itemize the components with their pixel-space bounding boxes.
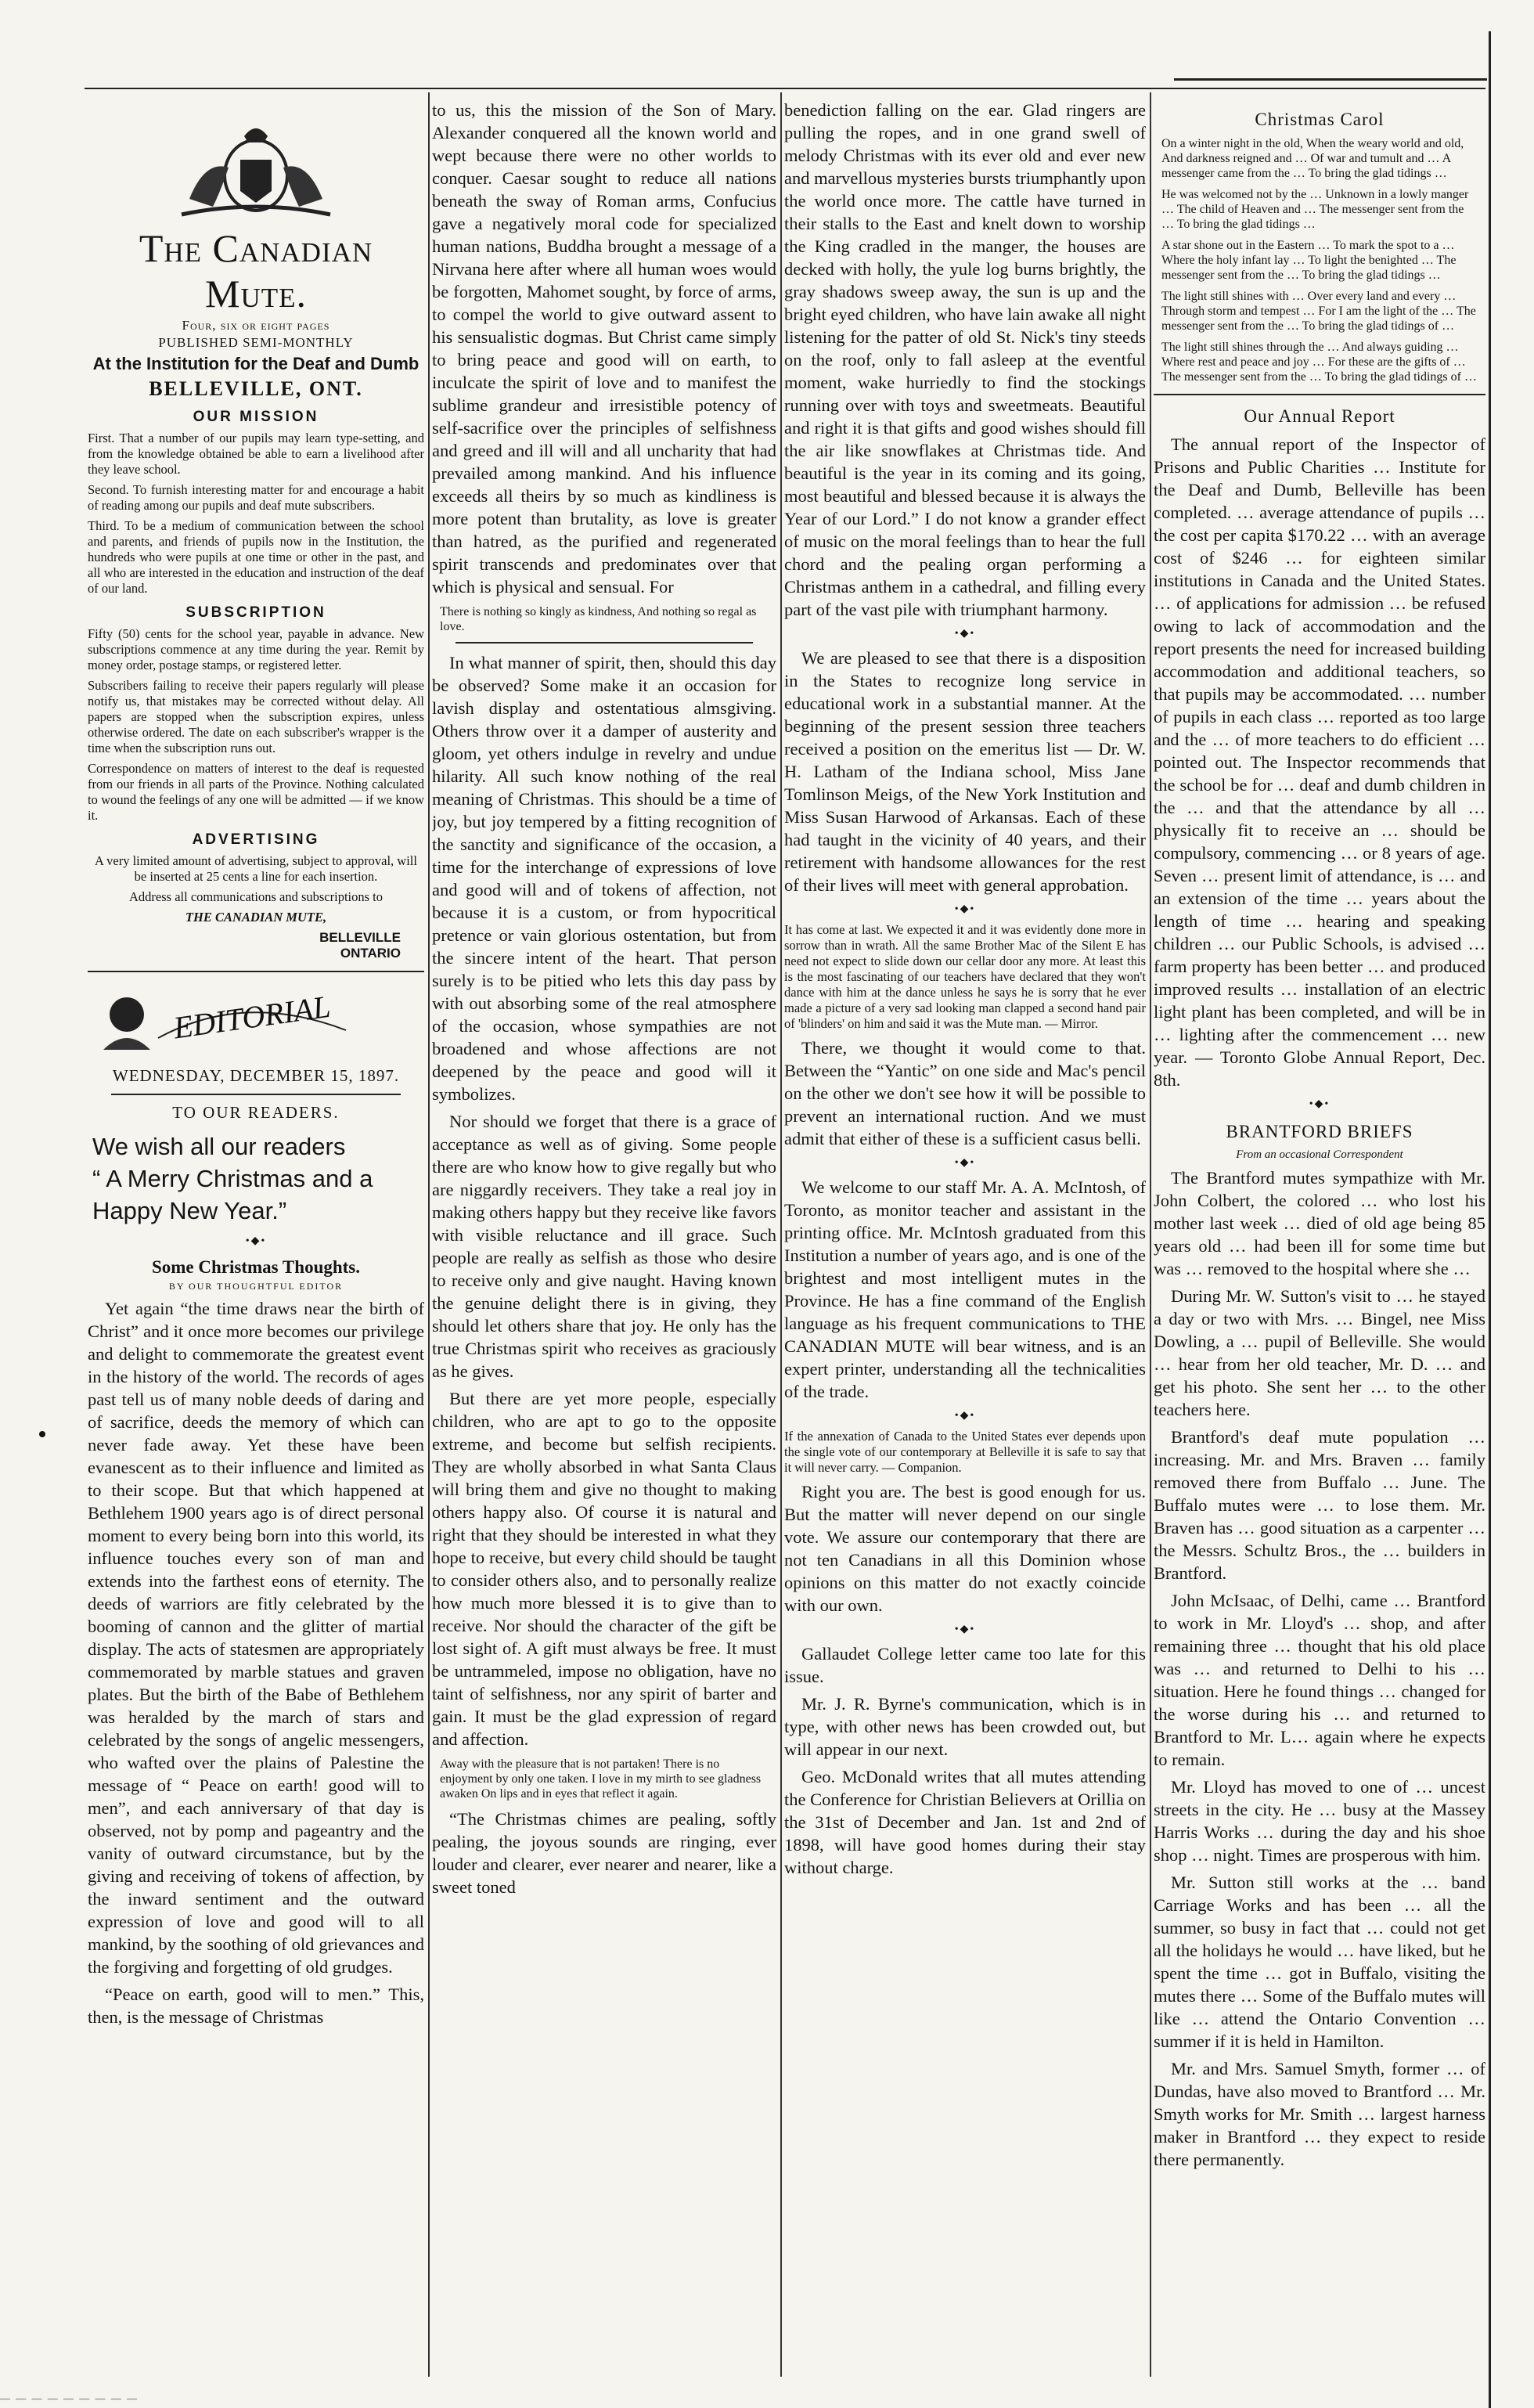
section-rule xyxy=(88,971,424,972)
christmas-greeting xyxy=(92,1130,424,1227)
divider: •◆• xyxy=(954,628,976,640)
column-4 xyxy=(1154,99,1485,2175)
report-text: The annual report of the Inspector of Prisons and Public Charities … Institute for the Deaf and Dumb, Belleville has been completed. … average attendance of pupils … the cost per capita $170.22 … with an average cost of $246 … for eighteen similar institutions in Canada and the United States. … of applications for admission … be refused owing to lack of accommodation and the report presents the need for increased building accommodation and additional teachers, so that pupils may be accommodated. … number of pupils in each class … reported as too large and the … of more teachers to do efficient … pointed out. The Inspector recommends that the school be for … deaf and dumb children in the … and that the attendance by all … physically fit to receive an … should be compulsory, commencing … or 8 years of age. Seven … present limit of attendance, is … and an extension of the time … years about the length of time … hearing and speaking children … our Public Schools, is advised … farm property has been better … and produced improved results … installation of an electric light plant has been completed, and will be in … lighting after the commencement … new year. — Toronto Globe Annual Report, Dec. 8th. xyxy=(1154,434,1485,1090)
carol-stanza: On a winter night in the old, When the weary world and old, And darkness reigned and … Of war and tumult and … A messenger came from the … To bring the glad tidings … xyxy=(1161,137,1464,180)
quoted-item: It has come at last. We expected it and it was evidently done more in sorrow than in wrath. All the same Brother Mac of the Silent E has need not expect to slide down our cellar door any more. At least this is the most fascinating of our teachers have declared that they won't dance with him at the dance unless he says he is sorry that he ever made a picture of a very sad looking man clapped a second hand pair of 'blinders' on him and said it was the Mute man. — Mirror. xyxy=(784,922,1146,1031)
editorial-banner xyxy=(88,983,416,1054)
article-paragraph: We welcome to our staff Mr. A. A. McIntosh, of Toronto, as monitor teacher and assistant in the printing office. Mr. McIntosh graduated from this Institution a number of years ago, and is one of the brightest and most intelligent mutes in the Province. He has a fine command of the English language as his frequent communications to THE CANADIAN MUTE will bear witness, and is an expert printer, understanding all the technicalities of the trade. xyxy=(784,1177,1146,1401)
mission-item: Second. To furnish interesting matter for and encourage a habit of reading among our pupils and deaf mute subscribers. xyxy=(88,482,424,513)
brantford-paragraph: Mr. Sutton still works at the … band Carriage Works and has been … all the summer, so busy in fact that … could not get all the holidays he would … have liked, but he spent the time … got in Buffalo, visiting the mutes there … Some of the Buffalo mutes will like … attend the Ontario Convention … summer if it is held in Hamilton. xyxy=(1154,1873,1485,2051)
brantford-byline: From an occasional Correspondent xyxy=(1236,1148,1403,1161)
right-edge-rule xyxy=(1489,31,1491,2408)
article-paragraph: In what manner of spirit, then, should this day be observed? Some make it an occasion for lavish display and ostentatious almsgiving. Others throw over it a damper of austerity and gloom, yet others indulge in revelry and undue hilarity. All such know nothing of the real meaning of Christmas. This should be a time of joy, but joy tempered by a fitting recognition of the sanctity and significance of the occasion, a time for the interchange of expressions of love and good will and of tokens of affection, not because it is a custom, or from hypocritical pretence or vain glorious ostentation, but from the sincere intent of the heart. That person surely is to be pitied who lets this day pass by with out absorbing some of the real atmosphere of the occasion, whose sympathies are not broadened and whose affections are not deepened by the peace and good will it symbolizes. xyxy=(432,653,776,1104)
column-2 xyxy=(432,99,776,1903)
divider: •◆• xyxy=(954,1410,976,1422)
margin-dot xyxy=(39,1431,45,1437)
divider: •◆• xyxy=(954,1624,976,1635)
mission-item: First. That a number of our pupils may learn type-setting, and from the knowledge obtained be able to earn a livelihood after they leave school. xyxy=(88,431,424,477)
advertising-heading: ADVERTISING xyxy=(192,831,320,848)
address-name: THE CANADIAN MUTE, xyxy=(185,910,327,925)
column-3 xyxy=(784,99,1146,1884)
carol-stanza: He was welcomed not by the … Unknown in a lowly manger … The child of Heaven and … The messenger sent from the … To bring the glad tidings … xyxy=(1161,188,1469,231)
subscription-paragraph: Correspondence on matters of interest to the deaf is requested from our friends in all parts of the Province. Nothing calculated to wound the feelings of any one will be admitted — if we know it. xyxy=(88,761,424,823)
article-paragraph: Mr. J. R. Byrne's communication, which is in type, with other news has been crowded out, but will appear in our next. xyxy=(784,1694,1146,1759)
carol-stanza: The light still shines through the … And always guiding … Where rest and peace and joy … For these are the gifts of … The messenger sent from the … To bring the glad tidings of … xyxy=(1161,341,1477,384)
article-title: Some Christmas Thoughts. xyxy=(151,1257,361,1277)
brantford-paragraph: Brantford's deaf mute population … increasing. Mr. and Mrs. Braven … family removed there from Buffalo … June. The Buffalo mutes were … to lose them. Mr. Braven has … good situation as a carpenter … the Messrs. Schultz Bros., the … builders in Brantford. xyxy=(1154,1427,1485,1583)
divider: •◆• xyxy=(1309,1098,1331,1110)
carol-stanza: The light still shines with … Over every land and every … Through storm and tempest … For I am the light of the … The messenger sent from the … To bring the glad tidings of … xyxy=(1161,290,1476,333)
to-readers-heading: TO OUR READERS. xyxy=(172,1103,340,1122)
footer-mark: — — — — — — — — — xyxy=(0,2392,139,2404)
address-note: Address all communications and subscriptions to xyxy=(129,889,383,904)
report-title: Our Annual Report xyxy=(1244,406,1395,426)
subscription-heading: SUBSCRIPTION xyxy=(185,604,326,621)
editorial-dateline: WEDNESDAY, DECEMBER 15, 1897. xyxy=(112,1066,400,1085)
brantford-title: BRANTFORD BRIEFS xyxy=(1226,1122,1413,1141)
article-paragraph: We are pleased to see that there is a disposition in the States to recognize long service in educational work in a substantial manner. At the beginning of the present session three teachers received a position on the emeritus list — Dr. W. H. Latham of the Indiana school, Miss Jane Tomlinson Meigs, of the New York Institution and Miss Susan Harwood of Arkansas. Each of these had taught in the vicinity of 40 years, and their retirement with handsome allowances for the rest of their lives will meet with general approbation. xyxy=(784,648,1146,895)
article-byline: BY OUR THOUGHTFUL EDITOR xyxy=(168,1281,344,1292)
verse-quote: There is nothing so kingly as kindness, And nothing so regal as love. xyxy=(440,605,757,633)
paper-title: The Canadian Mute. xyxy=(139,226,373,315)
article-paragraph: “Peace on earth, good will to men.” This, then, is the message of Christmas xyxy=(88,1984,424,2027)
divider: •◆• xyxy=(245,1235,267,1247)
verse-quote: Away with the pleasure that is not partaken! There is no enjoyment by only one taken. I love in my mirth to see gladness awaken On lips and in eyes that reflect it again. xyxy=(440,1757,762,1801)
divider: •◆• xyxy=(954,1157,976,1169)
mission-heading: OUR MISSION xyxy=(193,409,319,425)
pages-line: Four, six or eight pages xyxy=(182,318,330,333)
article-paragraph: to us, this the mission of the Son of Mary. Alexander conquered all the known world and wept because there were no other worlds to conquer. Caesar sought to reduce all nations beneath the sway of Roman arms, Confucius gave a negatively moral code for specialized human nations, Buddha brought a message of a Nirvana here after where all human woes would be forgotten, Mahomet sought, by force of arms, to compel the world to give outward assent to his sensualistic dogmas. But Christ came simply to bring peace and good will on earth, to inculcate the spirit of love and to manifest the sublime grandeur and irresistible potency of self-sacrifice over the principles of selfishness and greed and ill will and all uncharity that had prevailed among mankind. And his influence exceeds all theirs by so much as kindliness is more potent than brutality, as love is greater than hatred, as the purified and regenerated spirit transcends and predominates over that which is physical and sensual. For xyxy=(432,100,776,597)
column-1 xyxy=(88,99,424,2033)
brantford-paragraph: Mr. and Mrs. Samuel Smyth, former … of Dundas, have also moved to Brantford … Mr. Smyth works for Mr. Smith … largest harness maker in Brantford … they expect to reside there permanently. xyxy=(1154,2059,1485,2169)
article-paragraph: Nor should we forget that there is a grace of acceptance as well as of giving. Some people there are who know how to give regally but who are niggardly receivers. They take a real joy in making others happy but they receive like favors with visible reluctance and ill grace. Such people are really as selfish as those who desire to receive only and give naught. Having known the genuine delight there is in giving, they should let others share that joy. He only has the true Christmas spirit who receives as graciously as he gives. xyxy=(432,1112,776,1381)
brantford-paragraph: During Mr. W. Sutton's visit to … he stayed a day or two with Mrs. … Bingel, nee Miss Dowling, a … pupil of Belleville. She would … hear from her old teacher, Mr. D. … and get his photo. She sent her … to the other teachers here. xyxy=(1154,1286,1485,1419)
article-paragraph: benediction falling on the ear. Glad ringers are pulling the ropes, and in one grand swell of melody Christmas with its ever old and ever new and marvellous mysteries bursts triumphantly upon the world once more. The cattle have turned in their stalls to the East and knelt down to worship the King cradled in the manger, the houses are decked with holly, the yule log burns brightly, the gray shadows sweep away, the sun is up and the bright eyed children, who have lain awake all night listening for the patter of old St. Nick's tiny steeds on the roof, only to fall asleep at the eventful moment, wake hurriedly to find the stockings running over with toys and sweetmeats. Beautiful and right it is that gifts and good wishes should fill the air like snowflakes at Christmas tide. And beautiful is the year in its coming and its going, most beautiful and blessed because it is always the Year of our Lord.” I do not know a grander effect of music on the moral feelings than to hear the full chord and the pealing organ performing a Christmas anthem in a cathedral, and filling every part of the vast pile with triumphant harmony. xyxy=(784,100,1146,619)
article-paragraph: Right you are. The best is good enough for us. But the matter will never depend on our single vote. We assure our contemporary that there are not ten Canadians in all this Dominion whose opinions on this matter do not exactly coincide with our own. xyxy=(784,1482,1146,1615)
brantford-paragraph: Mr. Lloyd has moved to one of … uncest streets in the city. He … busy at the Massey Harris Works … during the day and his shoe shop … night. Times are prosperous with him. xyxy=(1154,1777,1485,1865)
greeting-line: Happy New Year.” xyxy=(92,1197,287,1224)
quoted-item: If the annexation of Canada to the United States ever depends upon the single vote of our contemporary at Belleville it is safe to say that it will never carry. — Companion. xyxy=(784,1429,1146,1475)
top-right-rule xyxy=(1174,78,1487,81)
advertising-text: A very limited amount of advertising, subject to approval, will be inserted at 25 cents a line for each insertion. xyxy=(95,853,417,884)
institution-line: At the Institution for the Deaf and Dumb xyxy=(92,354,420,373)
greeting-line: “ A Merry Christmas and a xyxy=(92,1165,373,1192)
published-line: PUBLISHED SEMI-MONTHLY xyxy=(158,335,354,350)
address-city: BELLEVILLE xyxy=(319,930,401,945)
section-rule xyxy=(1154,394,1485,395)
royal-arms-logo xyxy=(166,113,346,222)
mission-item: Third. To be a medium of communication between the school and parents, and friends of pupils now in the Institution, the hundreds who were pupils at one time or other in the past, and all who are interested in the education and instruction of the deaf of our land. xyxy=(88,518,424,596)
editorial-banner-text: EDITORIAL xyxy=(171,988,333,1046)
column-rule-2 xyxy=(780,92,782,2377)
article-paragraph: Yet again “the time draws near the birth of Christ” and it once more becomes our privilege and delight to commemorate the greatest event in the history of the world. The records of ages past tell us of many noble deeds of daring and of sacrifice, deeds the memory of which can never fade away. Yet these have been evanescent as to their influence and limited as to their scope. But that which happened at Bethlehem 1900 years ago is of direct personal moment to every being born into this world, its influence touches every son of man and extends into the farthest eons of eternity. The deeds of warriors are fitly celebrated by the booming of cannon and the glitter of martial display. The acts of statesmen are appropriately commemorated by marble statues and graven plates. But the birth of the Babe of Bethlehem was heralded by the march of stars and celebrated by the songs of angelic messengers, who wafted over the plains of Palestine the message of “ Peace on earth! good will to men”, and each anniversary of that day is observed, not by pomp and pageantry and the vanity of outward circumstance, but by the giving and receiving of tokens of affection, by the inward sentiment and the outward expression of love and good will to all mankind, by the soothing of old grievances and the forgiving and forgetting of old grudges. xyxy=(88,1299,424,1977)
carol-title: Christmas Carol xyxy=(1255,110,1385,129)
brantford-paragraph: The Brantford mutes sympathize with Mr. John Colbert, the colored … who lost his mother last week … died of old age being 85 years old … had been ill for some time but was … removed to the hospital where she … xyxy=(1154,1168,1485,1278)
article-paragraph: “The Christmas chimes are pealing, softly pealing, the joyous sounds are ringing, ever louder and clearer, ever nearer and nearer, like a sweet toned xyxy=(432,1809,776,1897)
article-paragraph: There, we thought it would come to that. Between the “Yantic” on one side and Mac's pencil on the other we don't see how it will be possible to prevent an international ruction. And we must admit that either of these is a sufficient casus belli. xyxy=(784,1038,1146,1148)
dateline-rule xyxy=(111,1094,401,1095)
greeting-line: We wish all our readers xyxy=(92,1133,346,1160)
address-province: ONTARIO xyxy=(340,946,401,961)
top-rule xyxy=(85,88,1485,89)
article-paragraph: Geo. McDonald writes that all mutes attending the Conference for Christian Believers at Orillia on the 31st of December and Jan. 1st and 2nd of 1898, will have good homes during their stay without charge. xyxy=(784,1767,1146,1877)
article-paragraph: Gallaudet College letter came too late for this issue. xyxy=(784,1644,1146,1686)
column-rule-3 xyxy=(1150,92,1151,2377)
article-paragraph: But there are yet more people, especially children, who are apt to go to the opposite extreme, and become but selfish recipients. They are wholly absorbed in what Santa Claus will bring them and give no thought to making others happy also. Of course it is natural and right that they should be interested in what they hope to receive, but every child should be taught to consider others also, and to personally realize how much more blessed it is to give than to receive. Nor should the character of the gift be lost sight of. A gift must always be free. It must be untrammeled, impose no obligation, have no taint of selfishness, nor any spirit of barter and gain. It must be the glad expression of regard and affection. xyxy=(432,1389,776,1749)
carol-stanza: A star shone out in the Eastern … To mark the spot to a … Where the holy infant lay … To light the benighted … The messenger sent from the … To bring the glad tidings … xyxy=(1161,239,1457,282)
section-rule xyxy=(456,642,753,643)
divider: •◆• xyxy=(954,903,976,915)
brantford-paragraph: John McIsaac, of Delhi, came … Brantford to work in Mr. Lloyd's … shop, and after remaining three … thought that his old place was … and returned to Delhi to his … situation. Here he found things … changed for the worse during his … and returned to Brantford to Mr. L… again where he expects to remain. xyxy=(1154,1591,1485,1769)
column-rule-1 xyxy=(428,92,430,2377)
subscription-paragraph: Subscribers failing to receive their papers regularly will please notify us, that mistakes may be corrected without delay. All papers are stopped when the subscription expires, unless otherwise ordered. The date on each subscriber's wrapper is the time when the subscription runs out. xyxy=(88,678,424,755)
subscription-paragraph: Fifty (50) cents for the school year, payable in advance. New subscriptions commence at any time during the year. Remit by money order, postage stamps, or registered letter. xyxy=(88,626,424,672)
city-line: BELLEVILLE, ONT. xyxy=(149,377,363,400)
